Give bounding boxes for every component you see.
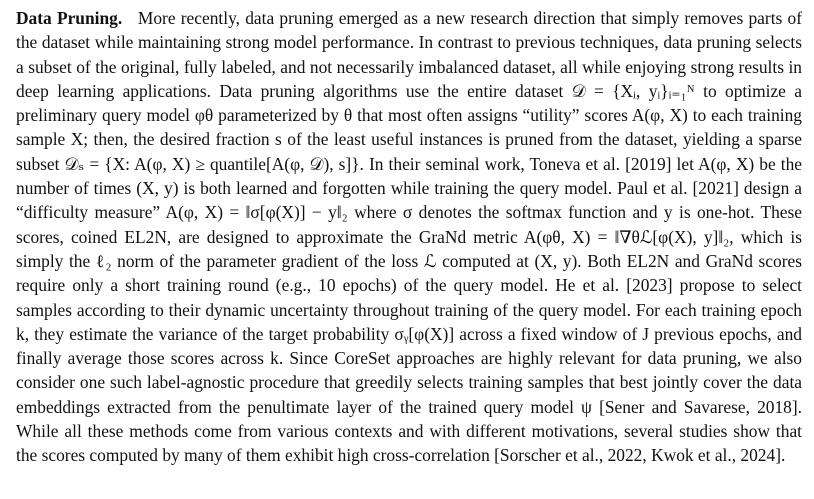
data-pruning-paragraph [16, 6, 802, 468]
section-body-text: More recently, data pruning emerged as a new research direction that simply removes parts of the dataset while maintaining strong model performance. In contrast to previous techniques, data pruning selects a subset of the original, fully labeled, and not necessarily imbalanced dataset, all while enjoying strong results in deep learning applications. Data pruning algorithms use the entire dataset 𝒟 = {Xᵢ, yᵢ}ᵢ₌₁ᴺ to optimize a preliminary query model φθ parameterized by θ that most often assigns “utility” scores A(φ, X) to each training sample X; then, the desired fraction s of the least useful instances is pruned from the dataset, yielding a sparse subset 𝒟ₛ = {X: A(φ, X) ≥ quantile[A(φ, 𝒟), s]}. In their seminal work, Toneva et al. [2019] let A(φ, X) be the number of times (X, y) is both learned and forgotten while training the query model. Paul et al. [2021] design a “difficulty measure” A(φ, X) = ‖σ[φ(X)] − y‖₂ where σ denotes the softmax function and y is one-hot. These scores, coined EL2N, are designed to approximate the GraNd metric A(φθ, X) = ‖∇θℒ[φ(X), y]‖₂, which is simply the ℓ₂ norm of the parameter gradient of the loss ℒ computed at (X, y). Both EL2N and GraNd scores require only a short training round (e.g., 10 epochs) of the query model. He et al. [2023] propose to select samples according to their dynamic uncertainty throughout training of the query model. For each training epoch k, they estimate the variance of the target probability σᵧ[φ(X)] across a fixed window of J previous epochs, and finally average those scores across k. Since CoreSet approaches are highly relevant for data pruning, we also consider one such label-agnostic procedure that greedily selects training samples that best jointly cover the data embeddings extracted from the penultimate layer of the trained query model ψ [Sener and Savarese, 2018]. While all these methods come from various contexts and with different motivations, several studies show that the scores computed by many of them exhibit high cross-correlation [Sorscher et al., 2022, Kwok et al., 2024]. [16, 8, 802, 466]
section-heading: Data Pruning. [16, 8, 123, 28]
